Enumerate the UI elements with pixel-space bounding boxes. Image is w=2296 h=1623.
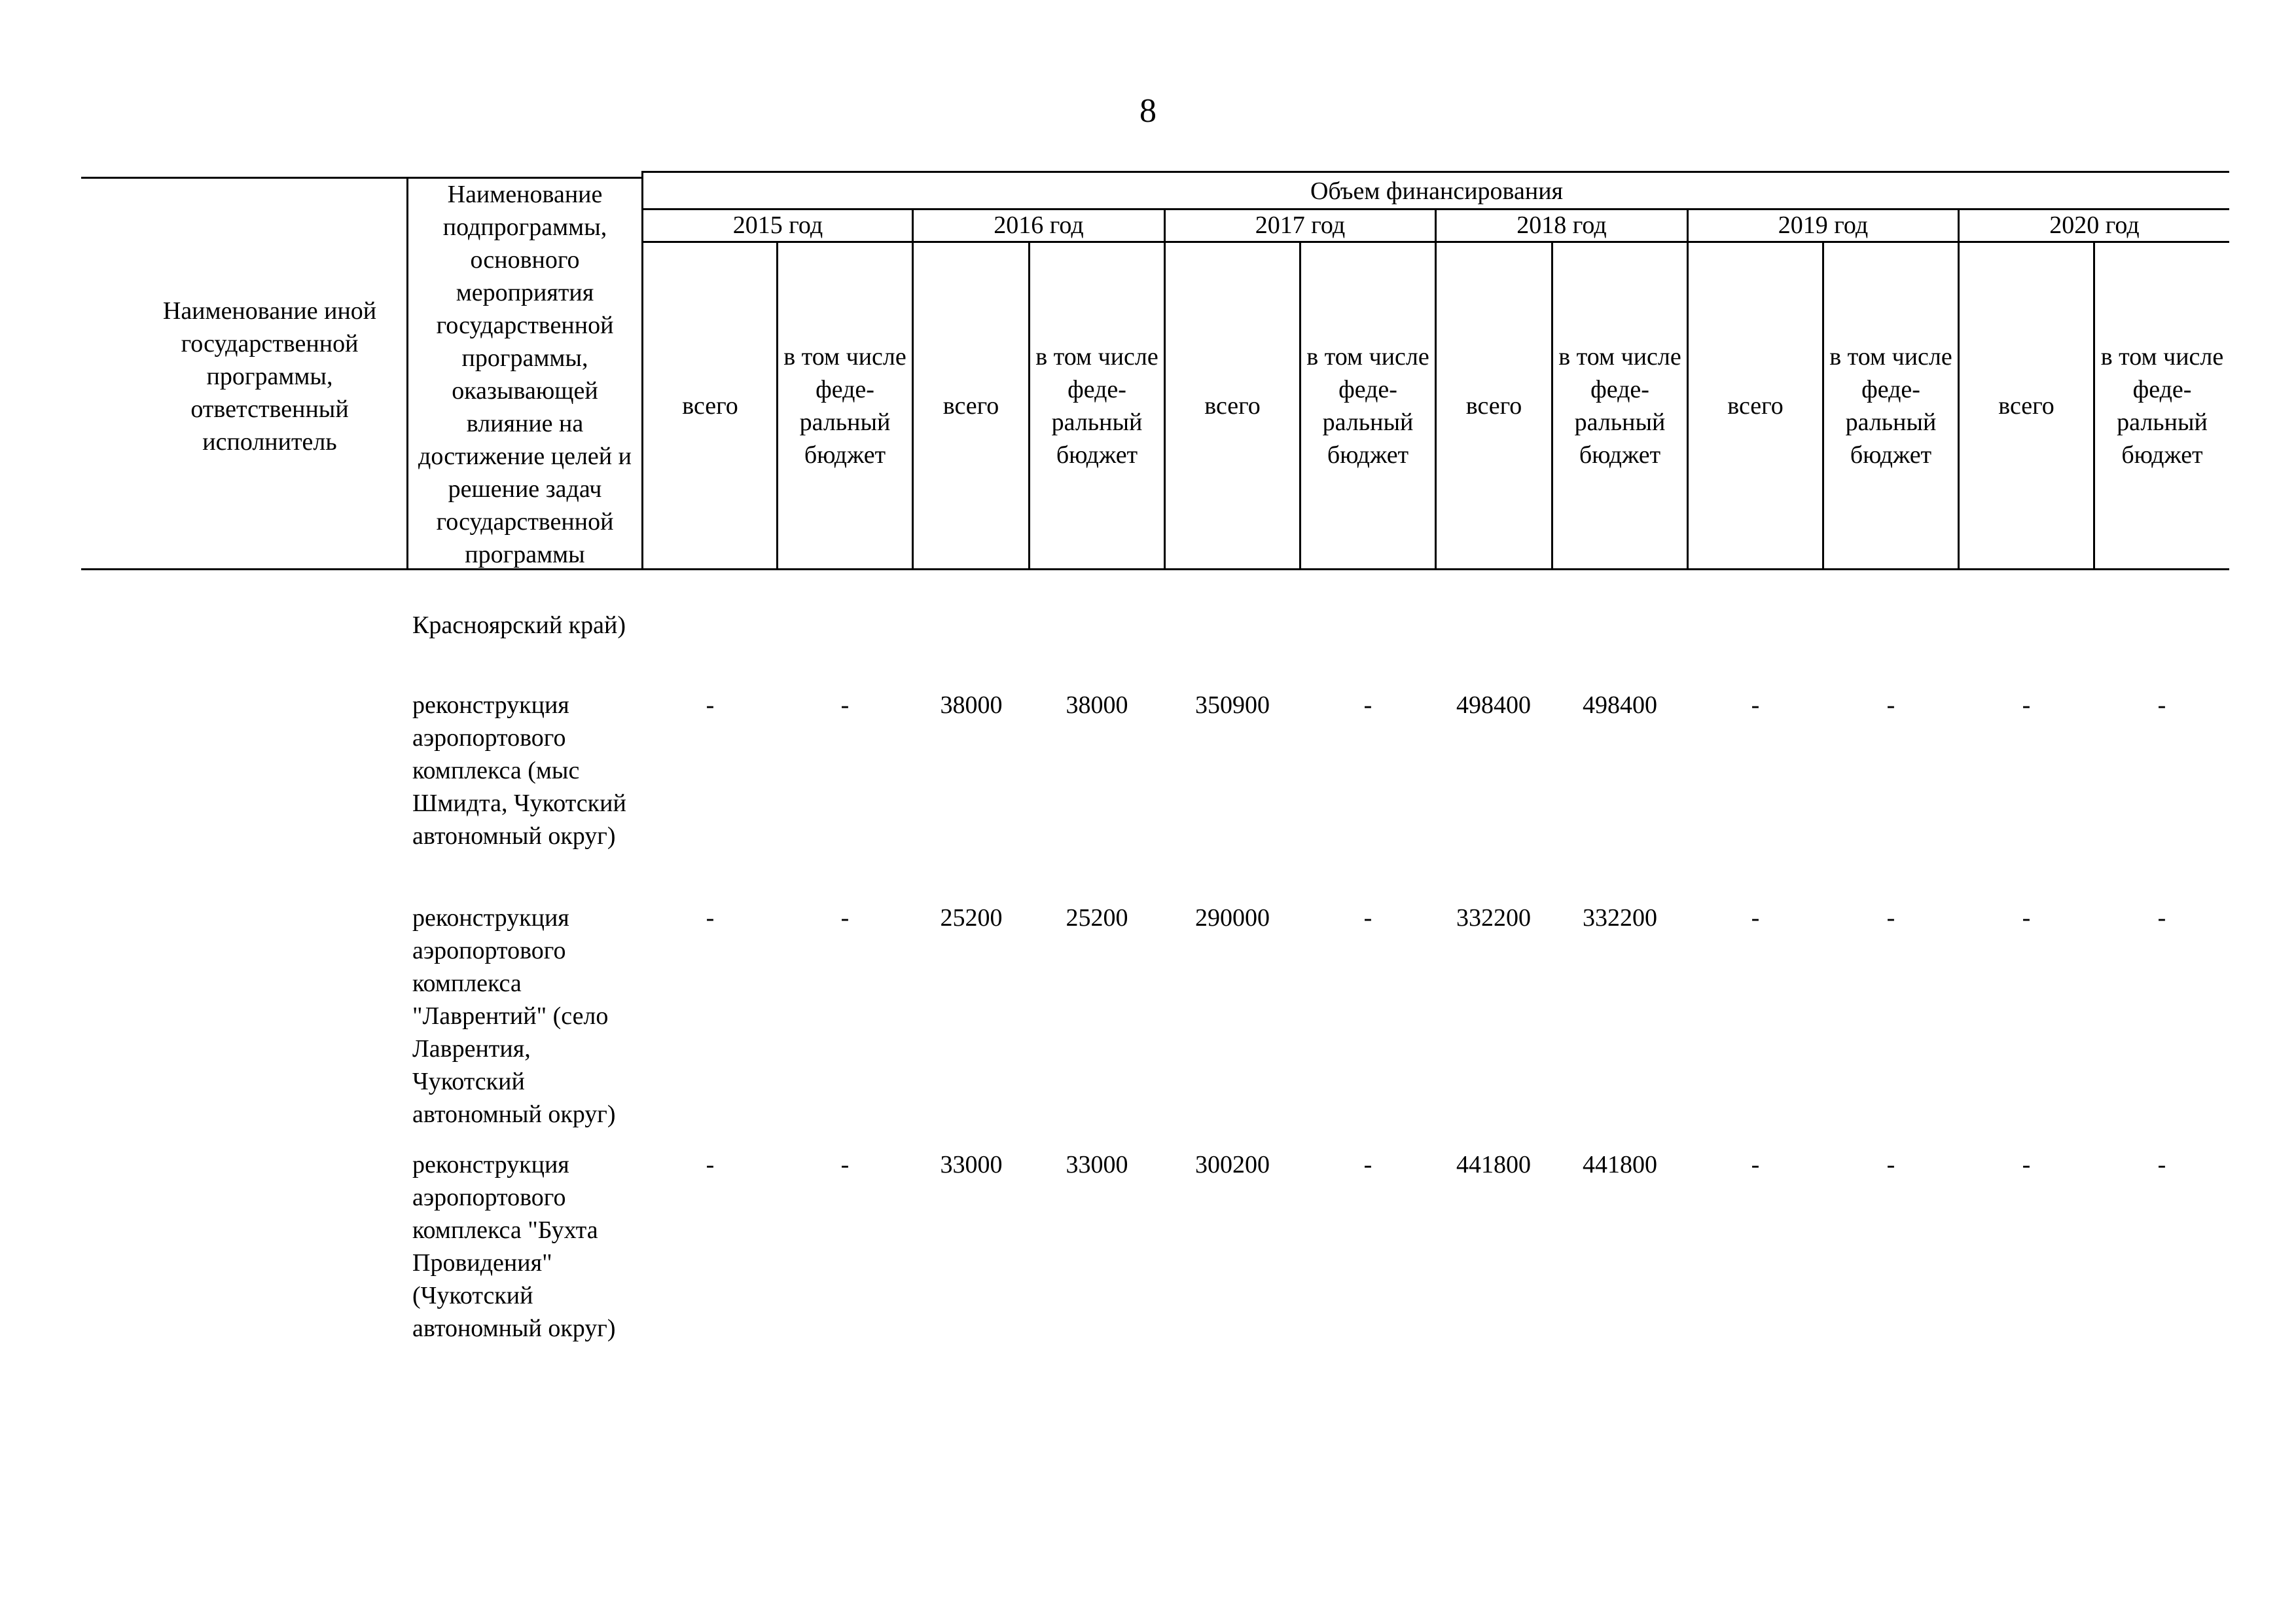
header-year-2015: 2015 год xyxy=(732,211,823,239)
value-cell: - xyxy=(706,1151,715,1178)
header-total-2016: всего xyxy=(942,392,999,420)
header-total-2020: всего xyxy=(1998,392,2054,420)
value-cell: - xyxy=(1886,691,1895,719)
value-cell: 38000 xyxy=(940,691,1003,719)
value-cell: 350900 xyxy=(1195,691,1270,719)
value-cell: - xyxy=(1751,1151,1760,1178)
value-cell: 498400 xyxy=(1583,691,1657,719)
header-total-2019: всего xyxy=(1727,392,1784,420)
header-year-2020: 2020 год xyxy=(2049,211,2140,239)
value-cell: - xyxy=(840,691,850,719)
continuation-text: Красноярский край) xyxy=(412,611,626,639)
header-subprogram-name: Наименование подпрограммы, основного мероприятия государственной программы, оказывающей влияние на достижение целей и решение задач государственной программы xyxy=(418,181,632,568)
page-number: 8 xyxy=(1139,92,1157,130)
header-year-2017: 2017 год xyxy=(1255,211,1346,239)
header-financing-title: Объем финансирования xyxy=(1310,177,1564,205)
value-cell: 33000 xyxy=(940,1151,1003,1178)
value-cell: - xyxy=(1751,691,1760,719)
row-name: реконструкция аэропортового комплекса (мыс Шмидта, Чукотский автономный округ) xyxy=(412,691,626,850)
row-name: реконструкция аэропортового комплекса "Бухта Провидения" (Чукотский автономный округ) xyxy=(412,1151,616,1342)
header-total-2017: всего xyxy=(1204,392,1261,420)
value-cell: - xyxy=(2022,904,2031,932)
value-cell: - xyxy=(1363,691,1372,719)
header-federal-2016: в том числе феде-ральный бюджет xyxy=(1035,342,1158,469)
value-cell: - xyxy=(1886,904,1895,932)
header-year-2016: 2016 год xyxy=(994,211,1084,239)
value-cell: - xyxy=(840,904,850,932)
header-year-2018: 2018 год xyxy=(1516,211,1607,239)
divider xyxy=(406,177,408,570)
value-cell: - xyxy=(2022,1151,2031,1178)
header-federal-2018: в том числе феде-ральный бюджет xyxy=(1558,342,1681,469)
value-cell: 332200 xyxy=(1583,904,1657,932)
divider xyxy=(641,171,643,570)
header-federal-2017: в том числе феде-ральный бюджет xyxy=(1306,342,1429,469)
value-cell: - xyxy=(2157,904,2166,932)
value-cell: 290000 xyxy=(1195,904,1270,932)
header-total-2015: всего xyxy=(682,392,738,420)
header-federal-2020: в том числе феде-ральный бюджет xyxy=(2100,342,2224,469)
value-cell: 38000 xyxy=(1066,691,1128,719)
header-bottom-rule xyxy=(81,568,2229,570)
value-cell: - xyxy=(706,691,715,719)
value-cell: - xyxy=(1886,1151,1895,1178)
row-name: реконструкция аэропортового комплекса "Лаврентий" (село Лаврентия, Чукотский автономный округ) xyxy=(412,904,616,1128)
value-cell: 25200 xyxy=(940,904,1003,932)
value-cell: - xyxy=(2022,691,2031,719)
value-cell: 332200 xyxy=(1456,904,1531,932)
value-cell: - xyxy=(840,1151,850,1178)
value-cell: - xyxy=(2157,1151,2166,1178)
header-federal-2015: в том числе феде-ральный бюджет xyxy=(783,342,906,469)
table-top-rule-right xyxy=(643,171,2229,173)
value-cell: - xyxy=(706,904,715,932)
value-cell: 441800 xyxy=(1583,1151,1657,1178)
header-year-2019: 2019 год xyxy=(1778,211,1869,239)
value-cell: 300200 xyxy=(1195,1151,1270,1178)
value-cell: - xyxy=(1751,904,1760,932)
header-total-2018: всего xyxy=(1465,392,1522,420)
value-cell: - xyxy=(1363,904,1372,932)
value-cell: - xyxy=(2157,691,2166,719)
header-program-name: Наименование иной государственной программы, ответственный исполнитель xyxy=(162,297,377,456)
value-cell: - xyxy=(1363,1151,1372,1178)
value-cell: 33000 xyxy=(1066,1151,1128,1178)
value-cell: 25200 xyxy=(1066,904,1128,932)
value-cell: 498400 xyxy=(1456,691,1531,719)
value-cell: 441800 xyxy=(1456,1151,1531,1178)
header-federal-2019: в том числе феде-ральный бюджет xyxy=(1829,342,1952,469)
